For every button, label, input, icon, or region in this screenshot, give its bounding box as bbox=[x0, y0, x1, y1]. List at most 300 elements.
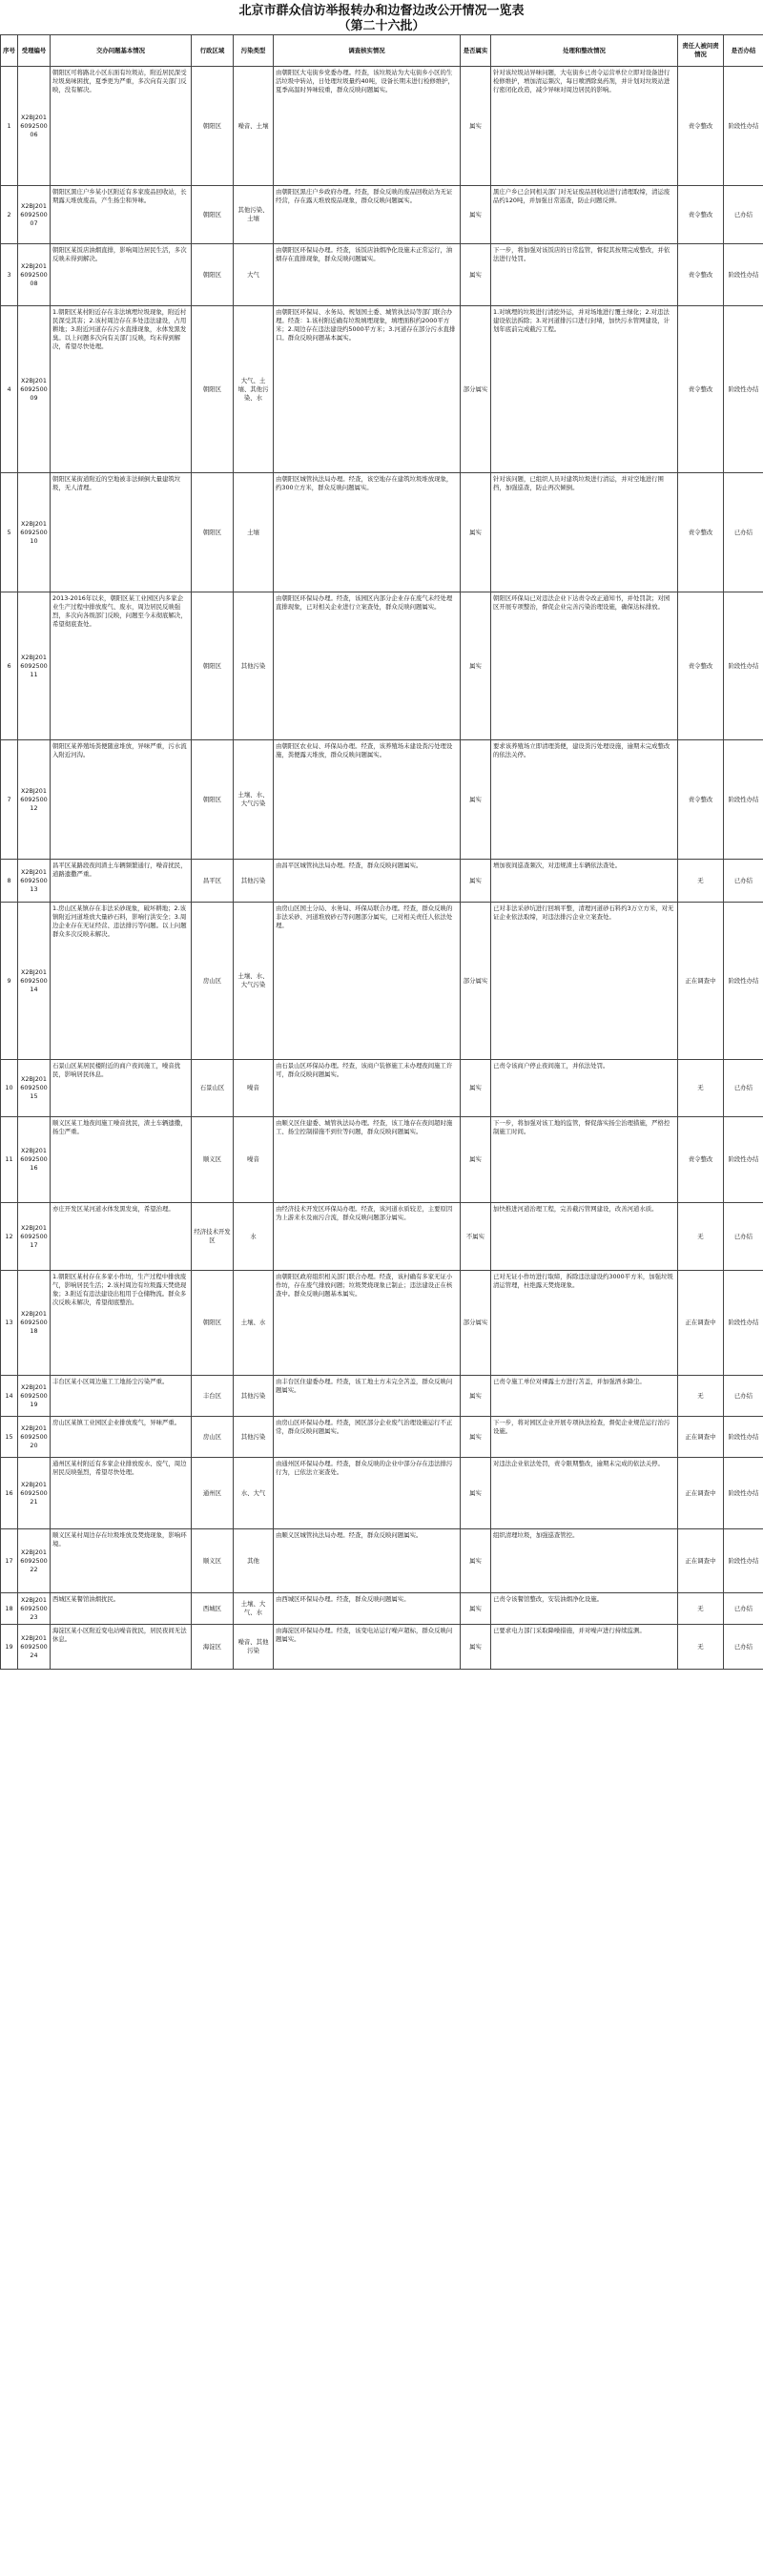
cell-no bbox=[1, 186, 18, 244]
action-text: 加快推进河道治理工程，完善截污管网建设，改善河道水质。 bbox=[493, 1205, 658, 1213]
id-text: X2BJ201609250006 bbox=[20, 113, 48, 138]
cell-real bbox=[461, 244, 491, 306]
survey-text: 由房山区国土分局、水务局、环保局联合办理。经查，群众反映的非法采砂、河道堆放砂石等问题部分属实，已对相关责任人依法处理。 bbox=[276, 904, 453, 929]
survey-text: 由朝阳区大屯街乡党委办理。经查，该垃圾站为大屯街乡小区的生活垃圾中转站，日处理垃圾量约40吨，设备长期未进行检修维护，夏季高温时异味较重，群众反映问题属实。 bbox=[276, 69, 455, 93]
survey-text: 由经济技术开发区环保局办理。经查，该河道水质较差，主要原因为上游来水及雨污合流，群众反映问题部分属实。 bbox=[276, 1205, 453, 1221]
action-text: 针对该问题，已组织人员对建筑垃圾进行清运，并对空地进行围挡，加强巡查，防止再次倾倒。 bbox=[493, 475, 664, 491]
no-text: 7 bbox=[7, 795, 11, 803]
cell-accountable bbox=[678, 1060, 724, 1117]
accountable-text: 正在调查中 bbox=[685, 1319, 716, 1326]
no-text: 16 bbox=[5, 1488, 13, 1497]
cell-action bbox=[491, 592, 678, 740]
cell-real bbox=[461, 860, 491, 903]
cell-region bbox=[192, 1625, 234, 1670]
region-text: 石景山区 bbox=[199, 1084, 225, 1091]
real-text: 属实 bbox=[469, 1432, 482, 1441]
cell-done bbox=[724, 473, 763, 592]
table-row bbox=[1, 244, 763, 306]
done-text: 阶段性办结 bbox=[728, 1155, 759, 1163]
cell-action bbox=[491, 473, 678, 592]
cell-issue bbox=[51, 1625, 192, 1670]
cell-no bbox=[1, 1417, 18, 1458]
type-text: 噪音、土壤 bbox=[237, 121, 269, 130]
type-text: 其他污染 bbox=[240, 876, 266, 884]
cell-region bbox=[192, 1203, 234, 1271]
id-text: X2BJ201609250021 bbox=[20, 1480, 48, 1506]
header-survey: 调查核实情况 bbox=[274, 35, 461, 67]
cell-issue bbox=[51, 1376, 192, 1417]
cell-accountable bbox=[678, 67, 724, 186]
table-row bbox=[1, 1417, 763, 1458]
action-text: 要求该养殖场立即清理粪便，建设粪污处理设施，逾期未完成整改的依法关停。 bbox=[493, 742, 670, 758]
cell-region bbox=[192, 903, 234, 1060]
survey-text: 由石景山区环保局办理。经查，该商户装修施工未办理夜间施工许可，群众反映问题属实。 bbox=[276, 1062, 453, 1078]
region-text: 朝阳区 bbox=[202, 384, 222, 393]
real-text: 属实 bbox=[469, 661, 482, 670]
type-text: 噪音 bbox=[247, 1155, 259, 1163]
region-text: 朝阳区 bbox=[202, 661, 222, 670]
cell-id bbox=[18, 860, 51, 903]
no-text: 12 bbox=[5, 1232, 13, 1240]
cell-done bbox=[724, 244, 763, 306]
header-action: 处理和整改情况 bbox=[491, 35, 678, 67]
cell-done bbox=[724, 67, 763, 186]
cell-region bbox=[192, 186, 234, 244]
table-row bbox=[1, 740, 763, 860]
cell-survey bbox=[274, 1458, 461, 1529]
id-text: X2BJ201609250014 bbox=[20, 967, 48, 993]
survey-text: 由海淀区环保局办理。经查，该变电站运行噪声超标，群众反映问题属实。 bbox=[276, 1627, 453, 1643]
cell-done bbox=[724, 1417, 763, 1458]
cell-real bbox=[461, 1417, 491, 1458]
survey-text: 由通州区环保局办理。经查，群众反映的企业中部分存在违法排污行为，已依法立案查处。 bbox=[276, 1460, 453, 1476]
action-text: 已要求电力部门采取降噪措施，并对噪声进行持续监测。 bbox=[493, 1627, 646, 1634]
header-id: 受理编号 bbox=[18, 35, 51, 67]
region-text: 丰台区 bbox=[202, 1391, 222, 1400]
cell-accountable bbox=[678, 592, 724, 740]
cell-real bbox=[461, 67, 491, 186]
cell-done bbox=[724, 306, 763, 473]
done-text: 阶段性办结 bbox=[728, 1432, 759, 1441]
no-text: 10 bbox=[5, 1084, 13, 1091]
action-text: 已责令施工单位对裸露土方进行苫盖，并加强洒水降尘。 bbox=[493, 1378, 646, 1385]
cell-type bbox=[234, 1271, 274, 1376]
cell-accountable bbox=[678, 1271, 724, 1376]
cell-action bbox=[491, 1376, 678, 1417]
cell-issue bbox=[51, 67, 192, 186]
header-no: 序号 bbox=[1, 35, 18, 67]
cell-survey bbox=[274, 1203, 461, 1271]
survey-text: 由朝阳区政府组织相关部门联合办理。经查，该村确有多家无证小作坊，存在废气排放问题；垃圾焚烧现象已制止；违法建设正在核查中。群众反映问题基本属实。 bbox=[276, 1273, 453, 1298]
type-text: 噪音、其他污染 bbox=[237, 1638, 269, 1654]
accountable-text: 责令整改 bbox=[688, 384, 713, 393]
table-row bbox=[1, 1271, 763, 1376]
cell-id bbox=[18, 67, 51, 186]
cell-id bbox=[18, 1376, 51, 1417]
real-text: 属实 bbox=[469, 1084, 482, 1091]
cell-region bbox=[192, 306, 234, 473]
accountable-text: 无 bbox=[697, 1232, 704, 1240]
cell-no bbox=[1, 473, 18, 592]
no-text: 19 bbox=[5, 1642, 13, 1651]
cell-accountable bbox=[678, 1417, 724, 1458]
real-text: 属实 bbox=[469, 1488, 482, 1497]
no-text: 18 bbox=[5, 1604, 13, 1612]
survey-text: 由顺义区住建委、城管执法局办理。经查，该工地存在夜间超时施工、扬尘控制措施不到位等问题，群众反映问题属实。 bbox=[276, 1119, 453, 1135]
id-text: X2BJ201609250019 bbox=[20, 1382, 48, 1408]
real-text: 属实 bbox=[469, 1604, 482, 1612]
issue-text: 海淀区某小区附近变电站噪音扰民，居民夜间无法休息。 bbox=[52, 1627, 187, 1643]
cell-survey bbox=[274, 67, 461, 186]
cell-region bbox=[192, 1529, 234, 1593]
real-text: 属实 bbox=[469, 210, 482, 218]
survey-text: 由昌平区城管执法局办理。经查，群众反映问题属实。 bbox=[276, 862, 423, 869]
action-text: 对违法企业依法处罚，责令限期整改，逾期未完成的依法关停。 bbox=[493, 1460, 664, 1467]
header-real: 是否属实 bbox=[461, 35, 491, 67]
real-text: 属实 bbox=[469, 1155, 482, 1163]
type-text: 其他污染 bbox=[240, 661, 266, 670]
cell-real bbox=[461, 1593, 491, 1625]
cell-survey bbox=[274, 1060, 461, 1117]
id-text: X2BJ201609250008 bbox=[20, 261, 48, 287]
cell-action bbox=[491, 1060, 678, 1117]
id-text: X2BJ201609250013 bbox=[20, 867, 48, 893]
cell-done bbox=[724, 1203, 763, 1271]
real-text: 部分属实 bbox=[463, 976, 488, 985]
real-text: 属实 bbox=[469, 1556, 482, 1565]
cell-action bbox=[491, 740, 678, 860]
done-text: 阶段性办结 bbox=[728, 795, 759, 803]
done-text: 阶段性办结 bbox=[728, 661, 759, 670]
cell-real bbox=[461, 1203, 491, 1271]
table-row bbox=[1, 1529, 763, 1593]
type-text: 大气、土壤、其他污染、水 bbox=[237, 376, 269, 402]
cell-real bbox=[461, 306, 491, 473]
cell-real bbox=[461, 1060, 491, 1117]
cell-region bbox=[192, 473, 234, 592]
done-text: 阶段性办结 bbox=[728, 270, 759, 279]
table-header-row bbox=[1, 35, 763, 67]
done-text: 已办结 bbox=[733, 1232, 753, 1240]
region-text: 昌平区 bbox=[202, 876, 222, 884]
action-text: 针对该垃圾站异味问题，大屯街乡已责令运营单位立即对设备进行检修维护，增加清运频次，每日喷洒除臭药剂，并计划对垃圾站进行密闭化改造，减少异味对周边居民的影响。 bbox=[493, 69, 670, 93]
cell-action bbox=[491, 67, 678, 186]
no-text: 1 bbox=[7, 121, 11, 130]
type-text: 土壤、水、大气污染 bbox=[237, 791, 269, 807]
done-text: 已办结 bbox=[733, 876, 753, 884]
cell-no bbox=[1, 903, 18, 1060]
cell-issue bbox=[51, 1203, 192, 1271]
cell-type bbox=[234, 186, 274, 244]
type-text: 其他污染 bbox=[240, 1391, 266, 1400]
id-text: X2BJ201609250024 bbox=[20, 1633, 48, 1659]
issue-text: 石景山区某居民楼附近的商户夜间施工，噪音扰民，影响居民休息。 bbox=[52, 1062, 181, 1078]
done-text: 阶段性办结 bbox=[728, 1488, 759, 1497]
no-text: 13 bbox=[5, 1319, 13, 1326]
cell-issue bbox=[51, 244, 192, 306]
id-text: X2BJ201609250009 bbox=[20, 376, 48, 402]
cell-region bbox=[192, 740, 234, 860]
cell-type bbox=[234, 860, 274, 903]
table-row bbox=[1, 306, 763, 473]
issue-text: 1.朝阳区某村附近存在非法填埋垃圾现象，附近村民深受其害；2.该村周边存在多处违法建设，占用耕地；3.附近河道存在污水直排现象，水体发黑发臭。以上问题多次向有关部门反映，均未得到解决，希望尽快处理。 bbox=[52, 308, 187, 350]
cell-no bbox=[1, 244, 18, 306]
cell-survey bbox=[274, 903, 461, 1060]
done-text: 已办结 bbox=[733, 1084, 753, 1091]
cell-survey bbox=[274, 1625, 461, 1670]
action-text: 下一步，将加强对该工地的监管，督促落实扬尘治理措施，严格控制施工时间。 bbox=[493, 1119, 670, 1135]
done-text: 阶段性办结 bbox=[728, 1556, 759, 1565]
cell-action bbox=[491, 1417, 678, 1458]
issue-text: 通州区某村附近有多家企业排放废水、废气，周边居民反映强烈，希望尽快处理。 bbox=[52, 1460, 187, 1476]
cell-real bbox=[461, 473, 491, 592]
cell-id bbox=[18, 1271, 51, 1376]
cell-type bbox=[234, 903, 274, 1060]
cell-type bbox=[234, 1417, 274, 1458]
cell-type bbox=[234, 740, 274, 860]
accountable-text: 责令整改 bbox=[688, 795, 713, 803]
cell-issue bbox=[51, 1458, 192, 1529]
region-text: 西城区 bbox=[202, 1604, 222, 1612]
cell-done bbox=[724, 740, 763, 860]
cell-region bbox=[192, 1060, 234, 1117]
cell-id bbox=[18, 1458, 51, 1529]
survey-text: 由房山区环保局办理。经查，园区部分企业废气治理设施运行不正常，群众反映问题属实。 bbox=[276, 1419, 453, 1435]
cell-id bbox=[18, 1625, 51, 1670]
type-text: 土壤、水 bbox=[240, 1319, 266, 1326]
cell-region bbox=[192, 592, 234, 740]
cell-survey bbox=[274, 1271, 461, 1376]
real-text: 部分属实 bbox=[463, 1319, 488, 1326]
accountable-text: 正在调查中 bbox=[685, 1488, 716, 1497]
cell-real bbox=[461, 1271, 491, 1376]
cell-id bbox=[18, 1060, 51, 1117]
cell-done bbox=[724, 186, 763, 244]
cell-no bbox=[1, 1376, 18, 1417]
cell-no bbox=[1, 1529, 18, 1593]
cell-id bbox=[18, 1117, 51, 1203]
region-text: 顺义区 bbox=[202, 1556, 222, 1565]
region-text: 顺义区 bbox=[202, 1155, 222, 1163]
cell-action bbox=[491, 1625, 678, 1670]
cell-region bbox=[192, 1593, 234, 1625]
action-text: 已责令该商户停止夜间施工，并依法处罚。 bbox=[493, 1062, 609, 1070]
cell-issue bbox=[51, 1417, 192, 1458]
no-text: 8 bbox=[7, 876, 11, 884]
cell-survey bbox=[274, 1376, 461, 1417]
type-text: 其他污染、土壤 bbox=[237, 206, 269, 222]
accountable-text: 责令整改 bbox=[688, 661, 713, 670]
accountable-text: 责令整改 bbox=[688, 270, 713, 279]
cell-id bbox=[18, 592, 51, 740]
cell-id bbox=[18, 1203, 51, 1271]
cell-accountable bbox=[678, 740, 724, 860]
cell-survey bbox=[274, 592, 461, 740]
real-text: 不属实 bbox=[465, 1232, 485, 1240]
cell-survey bbox=[274, 1529, 461, 1593]
cell-survey bbox=[274, 473, 461, 592]
issue-text: 朝阳区某街道附近的空地被非法倾倒大量建筑垃圾，无人清理。 bbox=[52, 475, 181, 491]
cell-action bbox=[491, 1117, 678, 1203]
no-text: 14 bbox=[5, 1391, 13, 1400]
cell-no bbox=[1, 1271, 18, 1376]
cell-action bbox=[491, 1271, 678, 1376]
id-text: X2BJ201609250007 bbox=[20, 201, 48, 227]
done-text: 已办结 bbox=[733, 528, 753, 536]
cell-survey bbox=[274, 860, 461, 903]
cell-accountable bbox=[678, 186, 724, 244]
cell-done bbox=[724, 1060, 763, 1117]
no-text: 5 bbox=[7, 528, 11, 536]
table-row bbox=[1, 1625, 763, 1670]
issue-text: 朝阳区某饭店油烟直排，影响周边居民生活，多次反映未得到解决。 bbox=[52, 246, 187, 262]
done-text: 阶段性办结 bbox=[728, 976, 759, 985]
cell-accountable bbox=[678, 1458, 724, 1529]
table-row bbox=[1, 592, 763, 740]
accountable-text: 无 bbox=[697, 876, 704, 884]
table-row bbox=[1, 860, 763, 903]
cell-accountable bbox=[678, 903, 724, 1060]
type-text: 水 bbox=[250, 1232, 257, 1240]
header-issue: 交办问题基本情况 bbox=[51, 35, 192, 67]
cell-action bbox=[491, 903, 678, 1060]
cell-region bbox=[192, 1376, 234, 1417]
no-text: 17 bbox=[5, 1556, 13, 1565]
cell-issue bbox=[51, 1271, 192, 1376]
accountable-text: 无 bbox=[697, 1604, 704, 1612]
table-row bbox=[1, 1117, 763, 1203]
action-text: 1.对填埋的垃圾进行清挖外运，并对场地进行覆土绿化；2.对违法建设依法拆除；3.对河道排污口进行封堵，加快污水管网建设，计划年底前完成截污工程。 bbox=[493, 308, 670, 333]
no-text: 2 bbox=[7, 210, 11, 218]
cell-type bbox=[234, 1117, 274, 1203]
region-text: 通州区 bbox=[202, 1488, 222, 1497]
accountable-text: 责令整改 bbox=[688, 121, 713, 130]
action-text: 增加夜间巡查频次，对违规渣土车辆依法查处。 bbox=[493, 862, 622, 869]
no-text: 9 bbox=[7, 976, 11, 985]
cell-type bbox=[234, 1376, 274, 1417]
cell-id bbox=[18, 186, 51, 244]
id-text: X2BJ201609250017 bbox=[20, 1223, 48, 1249]
cell-issue bbox=[51, 473, 192, 592]
cell-issue bbox=[51, 1117, 192, 1203]
cell-issue bbox=[51, 306, 192, 473]
survey-text: 由朝阳区环保局办理。经查，该园区内部分企业存在废气未经处理直排现象，已对相关企业进行立案查处，群众反映问题属实。 bbox=[276, 594, 453, 611]
id-text: X2BJ201609250016 bbox=[20, 1147, 48, 1172]
id-text: X2BJ201609250010 bbox=[20, 519, 48, 545]
cell-no bbox=[1, 1117, 18, 1203]
cell-type bbox=[234, 1060, 274, 1117]
cell-done bbox=[724, 1625, 763, 1670]
real-text: 属实 bbox=[469, 270, 482, 279]
cell-region bbox=[192, 244, 234, 306]
header-region: 行政区域 bbox=[192, 35, 234, 67]
cell-type bbox=[234, 1203, 274, 1271]
table-row bbox=[1, 1060, 763, 1117]
type-text: 大气 bbox=[247, 270, 259, 279]
cell-issue bbox=[51, 592, 192, 740]
cell-accountable bbox=[678, 306, 724, 473]
cell-region bbox=[192, 1458, 234, 1529]
cell-accountable bbox=[678, 1593, 724, 1625]
action-text: 组织清理垃圾，加强巡查管控。 bbox=[493, 1531, 579, 1539]
cell-id bbox=[18, 244, 51, 306]
cell-region bbox=[192, 1271, 234, 1376]
cell-real bbox=[461, 903, 491, 1060]
cell-no bbox=[1, 67, 18, 186]
cell-type bbox=[234, 1593, 274, 1625]
cell-action bbox=[491, 244, 678, 306]
done-text: 阶段性办结 bbox=[728, 121, 759, 130]
cell-accountable bbox=[678, 1376, 724, 1417]
issue-text: 顺义区某村周边存在垃圾堆放及焚烧现象，影响环境。 bbox=[52, 1531, 187, 1548]
done-text: 已办结 bbox=[733, 1642, 753, 1651]
done-text: 阶段性办结 bbox=[728, 384, 759, 393]
issue-text: 亦庄开发区某河道水体发黑发臭，希望治理。 bbox=[52, 1205, 175, 1213]
issue-text: 1.朝阳区某村存在多家小作坊，生产过程中排放废气，影响居民生活；2.该村周边有垃圾露天焚烧现象；3.附近有违法建设出租用于仓储物流。群众多次反映未解决，希望彻底整治。 bbox=[52, 1273, 187, 1306]
cell-accountable bbox=[678, 1625, 724, 1670]
cell-region bbox=[192, 1417, 234, 1458]
table-row bbox=[1, 1203, 763, 1271]
action-text: 黑庄户乡已会同相关部门对无证废品回收站进行清理取缔，清运废品约120吨，并加强日常巡查，防止问题反弹。 bbox=[493, 188, 670, 204]
region-text: 朝阳区 bbox=[202, 1319, 222, 1326]
region-text: 朝阳区 bbox=[202, 270, 222, 279]
cell-action bbox=[491, 186, 678, 244]
cell-real bbox=[461, 1625, 491, 1670]
cell-action bbox=[491, 1529, 678, 1593]
no-text: 3 bbox=[7, 270, 11, 279]
cell-survey bbox=[274, 1593, 461, 1625]
no-text: 4 bbox=[7, 384, 11, 393]
cell-issue bbox=[51, 740, 192, 860]
cell-done bbox=[724, 1117, 763, 1203]
id-text: X2BJ201609250015 bbox=[20, 1075, 48, 1100]
accountable-text: 正在调查中 bbox=[685, 1432, 716, 1441]
cell-id bbox=[18, 1529, 51, 1593]
cell-type bbox=[234, 473, 274, 592]
cell-done bbox=[724, 1271, 763, 1376]
table-row bbox=[1, 1458, 763, 1529]
cell-region bbox=[192, 1117, 234, 1203]
cell-type bbox=[234, 244, 274, 306]
cell-action bbox=[491, 306, 678, 473]
cell-action bbox=[491, 1203, 678, 1271]
cell-real bbox=[461, 740, 491, 860]
id-text: X2BJ201609250022 bbox=[20, 1548, 48, 1573]
table-row bbox=[1, 67, 763, 186]
cell-issue bbox=[51, 903, 192, 1060]
id-text: X2BJ201609250023 bbox=[20, 1595, 48, 1621]
accountable-text: 无 bbox=[697, 1642, 704, 1651]
table-row bbox=[1, 1376, 763, 1417]
issue-text: 朝阳区某养殖场粪便随意堆放，异味严重，污水流入附近河沟。 bbox=[52, 742, 187, 758]
accountable-text: 责令整改 bbox=[688, 210, 713, 218]
header-type: 污染类型 bbox=[234, 35, 274, 67]
real-text: 部分属实 bbox=[463, 384, 488, 393]
cell-id bbox=[18, 1417, 51, 1458]
cell-survey bbox=[274, 186, 461, 244]
cell-done bbox=[724, 860, 763, 903]
cell-done bbox=[724, 1458, 763, 1529]
cell-issue bbox=[51, 1060, 192, 1117]
cell-done bbox=[724, 1376, 763, 1417]
cell-no bbox=[1, 306, 18, 473]
cell-real bbox=[461, 1529, 491, 1593]
cell-no bbox=[1, 1458, 18, 1529]
cell-no bbox=[1, 1625, 18, 1670]
cell-issue bbox=[51, 1529, 192, 1593]
issue-text: 房山区某镇工业园区企业排放废气，异味严重。 bbox=[52, 1419, 181, 1426]
cell-type bbox=[234, 306, 274, 473]
